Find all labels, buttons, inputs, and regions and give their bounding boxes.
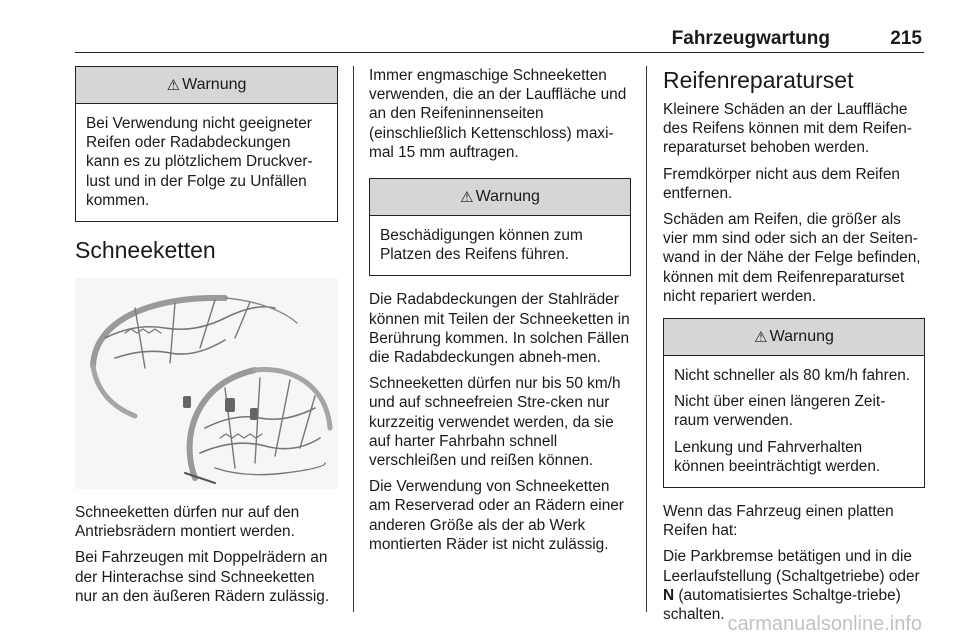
warning-label: Warnung xyxy=(182,76,247,93)
paragraph: Immer engmaschige Schneeketten verwenden, die an der Lauffläche und an den Reifeninnenseiten (einschließlich Kettenschloss) maxi‐mal 15 mm auftragen. xyxy=(369,67,627,161)
column-1 xyxy=(75,66,338,613)
column-3 xyxy=(663,66,925,631)
warning-label: Warnung xyxy=(475,188,540,206)
warning-body xyxy=(370,216,630,275)
section-title: Fahrzeugwartung xyxy=(671,28,830,49)
text-run: (automatisiertes Schaltge‐triebe) schalten. xyxy=(663,586,901,624)
warning-box xyxy=(369,178,631,276)
paragraph: Die Radabdeckungen der Stahlräder können mit Teilen der Schneeketten in Berührung kommen. In solchen Fällen die Radabdeckungen abneh‐men. xyxy=(369,291,630,367)
warning-triangle-icon: ⚠ xyxy=(460,189,474,207)
warning-body xyxy=(664,356,924,487)
warning-text: Nicht über einen längeren Zeit‐raum verwenden. xyxy=(674,393,886,430)
warning-text: Beschädigungen können zum Platzen des Reifens führen. xyxy=(380,227,583,264)
column-divider xyxy=(646,66,647,612)
column-divider xyxy=(353,66,354,612)
warning-box xyxy=(663,318,925,488)
paragraph: Bei Fahrzeugen mit Doppelrädern an der Hinterachse sind Schneeketten nur an den äußeren Rädern zulässig. xyxy=(75,549,330,605)
page-number: 215 xyxy=(890,28,922,49)
heading-snow-chains: Schneeketten xyxy=(75,237,216,264)
column-2 xyxy=(369,66,631,561)
warning-text: Nicht schneller als 80 km/h fahren. xyxy=(674,367,911,385)
paragraph: Kleinere Schäden an der Lauffläche des Reifens können mit dem Reifen‐reparaturset behoben werden. xyxy=(663,101,912,157)
paragraph: Schneeketten dürfen nur auf den Antriebsrädern montiert werden. xyxy=(75,504,300,541)
warning-text: Bei Verwendung nicht geeigneter Reifen oder Radabdeckungen kann es zu plötzlichem Druckver‐lust und in der Folge zu Unfällen kommen. xyxy=(86,115,313,209)
warning-triangle-icon: ⚠ xyxy=(754,329,768,347)
warning-label: Warnung xyxy=(769,328,834,346)
heading-tire-repair-kit: Reifenreparaturset xyxy=(663,67,854,93)
header-rule xyxy=(75,52,924,53)
warning-body xyxy=(76,104,337,221)
warning-header xyxy=(370,179,630,216)
paragraph: Schneeketten dürfen nur bis 50 km/h und auf schneefreien Stre‐cken nur kurzzeitig verwendet werden, da sie auf harter Fahrbahn schnell verschleißen und reißen können. xyxy=(369,375,621,470)
warning-header xyxy=(76,67,337,104)
paragraph: Schäden am Reifen, die größer als vier mm sind oder sich an der Seiten‐wand in der Nähe der Felge befinden, können mit dem Reifenreparaturset nicht repariert werden. xyxy=(663,211,921,305)
paragraph: Fremdkörper nicht aus dem Reifen entfernen. xyxy=(663,165,900,202)
gear-position-n: N xyxy=(663,586,675,604)
warning-header xyxy=(664,319,924,356)
warning-text: Lenkung und Fahrverhalten können beeinträchtigt werden. xyxy=(674,438,881,475)
paragraph: Wenn das Fahrzeug einen platten Reifen hat: xyxy=(663,503,894,540)
warning-triangle-icon: ⚠ xyxy=(166,77,181,94)
warning-box xyxy=(75,66,338,222)
paragraph: Die Verwendung von Schneeketten am Reserverad oder an Rädern einer anderen Größe als der ab Werk montierten Räder ist nicht zulässig. xyxy=(369,478,624,553)
snow-chain-illustration xyxy=(75,278,338,489)
text-run: Die Parkbremse betätigen und in die Leerlaufstellung (Schaltgetriebe) oder xyxy=(663,548,920,585)
watermark: carmanualsonline.info xyxy=(727,613,922,635)
